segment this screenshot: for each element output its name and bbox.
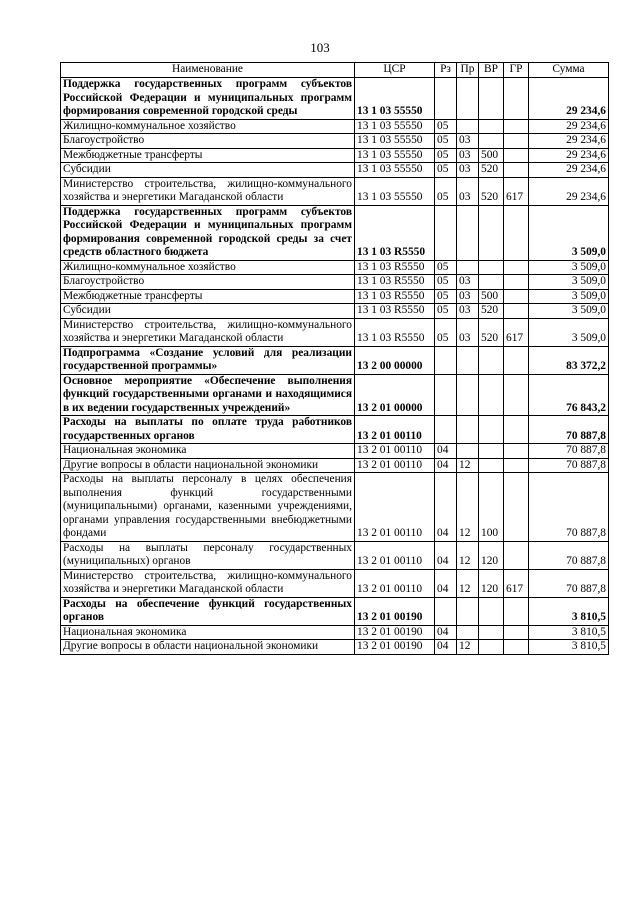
cell-csr: 13 2 01 00110 xyxy=(355,444,435,459)
cell-pr xyxy=(457,119,479,134)
cell-csr: 13 1 03 55550 xyxy=(355,148,435,163)
table-row xyxy=(61,289,609,304)
cell-name: Расходы на выплаты по оплате труда работников государственных органов xyxy=(61,416,355,444)
cell-vr: 500 xyxy=(479,289,504,304)
cell-gr xyxy=(504,304,529,319)
header-rz: Рз xyxy=(435,63,457,78)
cell-rz xyxy=(435,78,457,120)
table-row xyxy=(61,134,609,149)
cell-csr: 13 2 01 00190 xyxy=(355,640,435,655)
cell-sum: 3 509,0 xyxy=(529,260,609,275)
cell-csr: 13 1 03 55550 xyxy=(355,134,435,149)
cell-name: Подпрограмма «Создание условий для реализации государственной программы» xyxy=(61,346,355,374)
cell-rz xyxy=(435,416,457,444)
table-row xyxy=(61,163,609,178)
cell-vr xyxy=(479,640,504,655)
cell-sum: 70 887,8 xyxy=(529,569,609,597)
cell-rz: 04 xyxy=(435,473,457,542)
cell-rz: 04 xyxy=(435,569,457,597)
cell-sum: 3 810,5 xyxy=(529,640,609,655)
table-row xyxy=(61,346,609,374)
table-row xyxy=(61,260,609,275)
cell-pr: 12 xyxy=(457,569,479,597)
cell-sum: 29 234,6 xyxy=(529,163,609,178)
cell-vr: 520 xyxy=(479,304,504,319)
table-row xyxy=(61,625,609,640)
cell-csr: 13 1 03 R5550 xyxy=(355,304,435,319)
table-row xyxy=(61,148,609,163)
cell-pr: 03 xyxy=(457,275,479,290)
cell-name: Другие вопросы в области национальной экономики xyxy=(61,640,355,655)
cell-pr: 03 xyxy=(457,177,479,205)
cell-pr xyxy=(457,205,479,260)
cell-sum: 3 509,0 xyxy=(529,318,609,346)
cell-gr: 617 xyxy=(504,569,529,597)
header-name: Наименование xyxy=(61,63,355,78)
cell-gr xyxy=(504,163,529,178)
cell-pr xyxy=(457,346,479,374)
header-sum: Сумма xyxy=(529,63,609,78)
cell-sum: 29 234,6 xyxy=(529,177,609,205)
cell-sum: 3 810,5 xyxy=(529,625,609,640)
cell-csr: 13 2 01 00110 xyxy=(355,541,435,569)
table-row xyxy=(61,444,609,459)
cell-pr: 03 xyxy=(457,134,479,149)
cell-rz xyxy=(435,205,457,260)
cell-gr xyxy=(504,134,529,149)
cell-pr: 03 xyxy=(457,304,479,319)
cell-vr xyxy=(479,260,504,275)
cell-name: Жилищно-коммунальное хозяйство xyxy=(61,119,355,134)
cell-sum: 70 887,8 xyxy=(529,458,609,473)
cell-pr xyxy=(457,597,479,625)
cell-csr: 13 2 00 00000 xyxy=(355,346,435,374)
cell-name: Другие вопросы в области национальной экономики xyxy=(61,458,355,473)
cell-sum: 29 234,6 xyxy=(529,119,609,134)
cell-name: Поддержка государственных программ субъектов Российской Федерации и муниципальных программ формирования современной городской среды за счет средств областного бюджета xyxy=(61,205,355,260)
cell-name: Национальная экономика xyxy=(61,444,355,459)
cell-sum: 3 509,0 xyxy=(529,289,609,304)
cell-csr: 13 1 03 R5550 xyxy=(355,205,435,260)
cell-pr: 03 xyxy=(457,148,479,163)
page-number: 103 xyxy=(310,40,330,55)
cell-rz: 05 xyxy=(435,134,457,149)
header-vr: ВР xyxy=(479,63,504,78)
cell-sum: 70 887,8 xyxy=(529,541,609,569)
cell-name: Министерство строительства, жилищно-коммунального хозяйства и энергетики Магаданской области xyxy=(61,569,355,597)
cell-vr: 520 xyxy=(479,318,504,346)
cell-rz xyxy=(435,346,457,374)
cell-sum: 3 509,0 xyxy=(529,304,609,319)
cell-name: Основное мероприятие «Обеспечение выполнения функций государственными органами и находящимися в их ведении государственных учреждений» xyxy=(61,374,355,416)
cell-pr xyxy=(457,374,479,416)
cell-name: Жилищно-коммунальное хозяйство xyxy=(61,260,355,275)
cell-csr: 13 1 03 55550 xyxy=(355,163,435,178)
cell-pr xyxy=(457,625,479,640)
cell-csr: 13 1 03 R5550 xyxy=(355,275,435,290)
cell-vr xyxy=(479,374,504,416)
cell-csr: 13 1 03 55550 xyxy=(355,78,435,120)
cell-csr: 13 2 01 00190 xyxy=(355,625,435,640)
cell-pr: 12 xyxy=(457,458,479,473)
cell-csr: 13 2 01 00110 xyxy=(355,416,435,444)
cell-name: Поддержка государственных программ субъектов Российской Федерации и муниципальных программ формирования современной городской среды xyxy=(61,78,355,120)
header-pr: Пр xyxy=(457,63,479,78)
cell-sum: 29 234,6 xyxy=(529,78,609,120)
cell-gr xyxy=(504,597,529,625)
cell-gr xyxy=(504,640,529,655)
cell-gr xyxy=(504,275,529,290)
cell-vr xyxy=(479,597,504,625)
cell-gr xyxy=(504,541,529,569)
cell-rz: 04 xyxy=(435,640,457,655)
cell-vr: 520 xyxy=(479,177,504,205)
cell-rz: 05 xyxy=(435,289,457,304)
cell-sum: 29 234,6 xyxy=(529,148,609,163)
cell-rz xyxy=(435,374,457,416)
cell-vr xyxy=(479,275,504,290)
cell-sum: 70 887,8 xyxy=(529,444,609,459)
cell-rz: 05 xyxy=(435,260,457,275)
cell-gr xyxy=(504,458,529,473)
cell-rz: 05 xyxy=(435,148,457,163)
cell-csr: 13 2 01 00110 xyxy=(355,458,435,473)
table-row xyxy=(61,597,609,625)
table-row xyxy=(61,205,609,260)
table-row xyxy=(61,541,609,569)
cell-vr: 520 xyxy=(479,163,504,178)
cell-name: Субсидии xyxy=(61,163,355,178)
cell-gr xyxy=(504,78,529,120)
cell-gr xyxy=(504,444,529,459)
header-csr: ЦСР xyxy=(355,63,435,78)
header-gr: ГР xyxy=(504,63,529,78)
cell-pr: 12 xyxy=(457,541,479,569)
cell-csr: 13 2 01 00000 xyxy=(355,374,435,416)
cell-sum: 83 372,2 xyxy=(529,346,609,374)
cell-name: Субсидии xyxy=(61,304,355,319)
cell-gr: 617 xyxy=(504,177,529,205)
cell-pr xyxy=(457,444,479,459)
cell-rz: 05 xyxy=(435,304,457,319)
table-row xyxy=(61,458,609,473)
cell-rz: 05 xyxy=(435,177,457,205)
cell-vr xyxy=(479,119,504,134)
cell-rz: 05 xyxy=(435,119,457,134)
table-row xyxy=(61,374,609,416)
table-row xyxy=(61,275,609,290)
cell-name: Расходы на выплаты персоналу государственных (муниципальных) органов xyxy=(61,541,355,569)
cell-name: Расходы на обеспечение функций государственных органов xyxy=(61,597,355,625)
budget-table xyxy=(60,62,609,655)
cell-csr: 13 2 01 00110 xyxy=(355,569,435,597)
cell-gr xyxy=(504,289,529,304)
cell-csr: 13 1 03 55550 xyxy=(355,119,435,134)
cell-name: Национальная экономика xyxy=(61,625,355,640)
cell-vr xyxy=(479,458,504,473)
cell-csr: 13 1 03 R5550 xyxy=(355,289,435,304)
table-header-row xyxy=(61,63,609,78)
cell-sum: 76 843,2 xyxy=(529,374,609,416)
cell-rz: 05 xyxy=(435,275,457,290)
table-row xyxy=(61,304,609,319)
cell-gr: 617 xyxy=(504,318,529,346)
cell-sum: 70 887,8 xyxy=(529,416,609,444)
cell-vr xyxy=(479,205,504,260)
cell-gr xyxy=(504,148,529,163)
cell-vr xyxy=(479,625,504,640)
cell-pr xyxy=(457,260,479,275)
cell-rz: 04 xyxy=(435,444,457,459)
table-row xyxy=(61,473,609,542)
cell-vr: 120 xyxy=(479,569,504,597)
cell-gr xyxy=(504,346,529,374)
cell-sum: 70 887,8 xyxy=(529,473,609,542)
cell-gr xyxy=(504,260,529,275)
cell-rz: 05 xyxy=(435,318,457,346)
cell-sum: 3 810,5 xyxy=(529,597,609,625)
cell-sum: 3 509,0 xyxy=(529,275,609,290)
cell-rz: 04 xyxy=(435,541,457,569)
cell-vr: 120 xyxy=(479,541,504,569)
table-row xyxy=(61,640,609,655)
table-row xyxy=(61,569,609,597)
cell-pr xyxy=(457,416,479,444)
table-row xyxy=(61,416,609,444)
cell-gr xyxy=(504,625,529,640)
table-body xyxy=(61,78,609,655)
cell-name: Межбюджетные трансферты xyxy=(61,148,355,163)
cell-name: Благоустройство xyxy=(61,275,355,290)
cell-csr: 13 1 03 55550 xyxy=(355,177,435,205)
cell-name: Межбюджетные трансферты xyxy=(61,289,355,304)
cell-vr xyxy=(479,134,504,149)
cell-name: Министерство строительства, жилищно-коммунального хозяйства и энергетики Магаданской области xyxy=(61,177,355,205)
cell-pr: 12 xyxy=(457,640,479,655)
table-row xyxy=(61,318,609,346)
cell-pr xyxy=(457,78,479,120)
table-row xyxy=(61,119,609,134)
cell-vr xyxy=(479,346,504,374)
cell-gr xyxy=(504,416,529,444)
cell-vr xyxy=(479,78,504,120)
cell-gr xyxy=(504,473,529,542)
cell-pr: 03 xyxy=(457,289,479,304)
cell-pr: 03 xyxy=(457,318,479,346)
cell-name: Министерство строительства, жилищно-коммунального хозяйства и энергетики Магаданской области xyxy=(61,318,355,346)
cell-rz: 04 xyxy=(435,458,457,473)
cell-rz: 04 xyxy=(435,625,457,640)
cell-pr: 12 xyxy=(457,473,479,542)
cell-vr xyxy=(479,416,504,444)
cell-sum: 29 234,6 xyxy=(529,134,609,149)
cell-sum: 3 509,0 xyxy=(529,205,609,260)
cell-gr xyxy=(504,205,529,260)
cell-vr xyxy=(479,444,504,459)
cell-csr: 13 2 01 00110 xyxy=(355,473,435,542)
cell-csr: 13 1 03 R5550 xyxy=(355,260,435,275)
table-row xyxy=(61,177,609,205)
cell-name: Благоустройство xyxy=(61,134,355,149)
cell-rz: 05 xyxy=(435,163,457,178)
cell-name: Расходы на выплаты персоналу в целях обеспечения выполнения функций государственными (муниципальными) органами, казенными учреждениями, органами управления государственными внебюджетными фондами xyxy=(61,473,355,542)
table-row xyxy=(61,78,609,120)
cell-csr: 13 2 01 00190 xyxy=(355,597,435,625)
cell-vr: 500 xyxy=(479,148,504,163)
cell-csr: 13 1 03 R5550 xyxy=(355,318,435,346)
cell-gr xyxy=(504,119,529,134)
cell-gr xyxy=(504,374,529,416)
cell-rz xyxy=(435,597,457,625)
cell-vr: 100 xyxy=(479,473,504,542)
cell-pr: 03 xyxy=(457,163,479,178)
